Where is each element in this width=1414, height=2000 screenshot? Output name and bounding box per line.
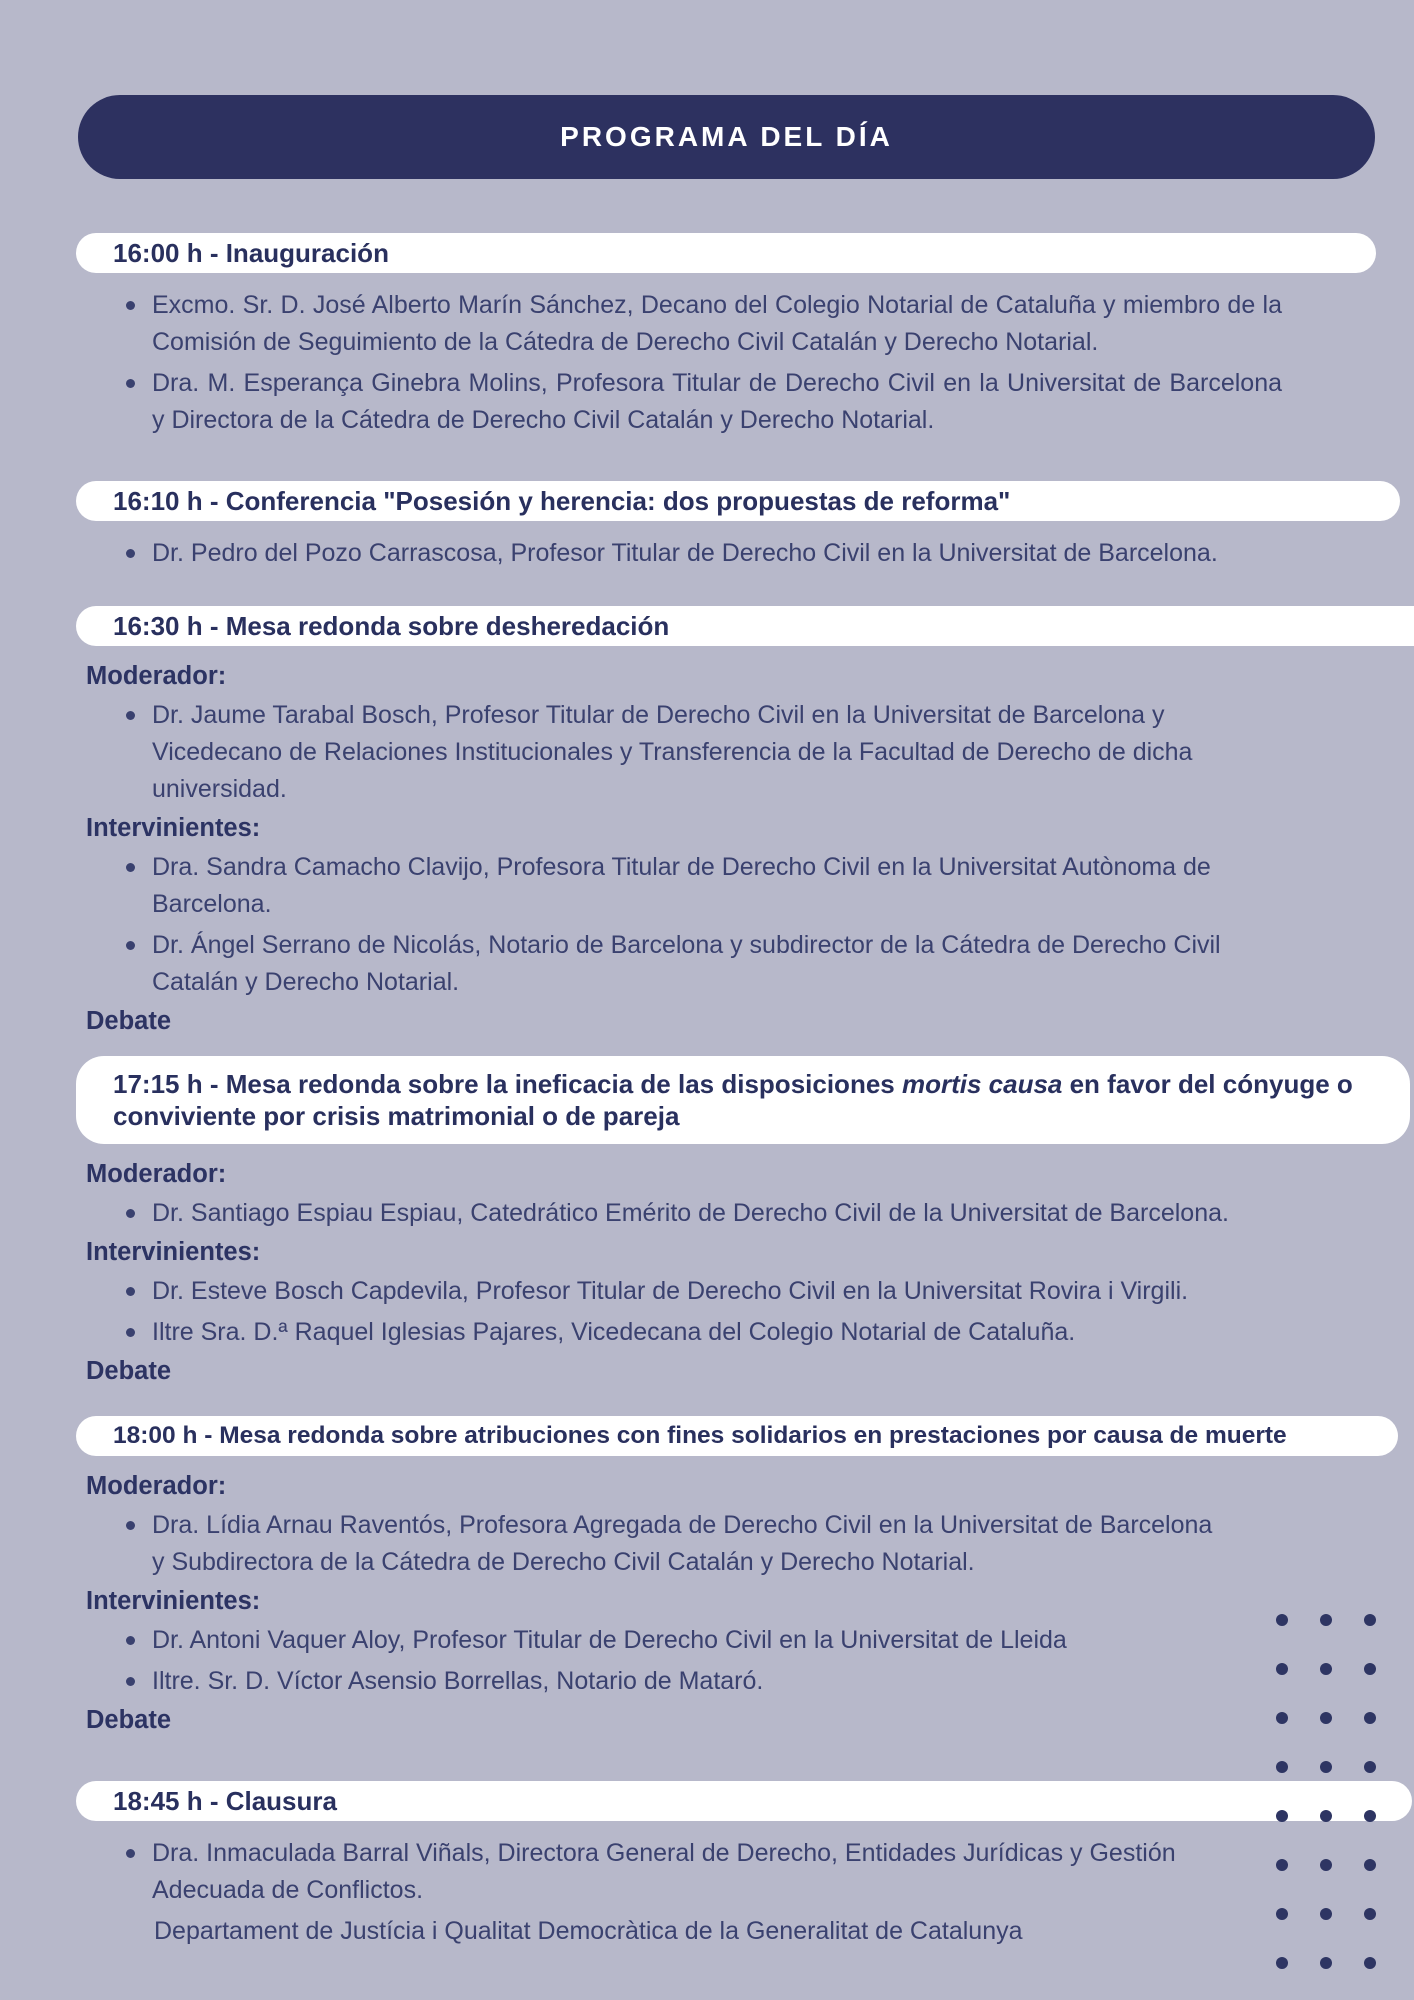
list-item: Dra. Sandra Camacho Clavijo, Profesora Titular de Derecho Civil en la Universitat Autònoma de Barcelona.	[112, 849, 1282, 923]
speakers-label: Intervinientes:	[86, 814, 261, 842]
session-1610-list	[0, 535, 1414, 572]
session-header-1610	[76, 481, 1400, 521]
session-1715-speakers-list	[0, 1273, 1414, 1351]
dot	[1364, 1957, 1376, 1969]
list-item: Dra. Lídia Arnau Raventós, Profesora Agregada de Derecho Civil en la Universitat de Barcelona y Subdirectora de la Cátedra de Derecho Civil Catalán y Derecho Notarial.	[112, 1507, 1222, 1581]
moderator-label: Moderador:	[86, 662, 227, 690]
list-item: Dr. Jaume Tarabal Bosch, Profesor Titular de Derecho Civil en la Universitat de Barcelona y Vicedecano de Relaciones Institucionales y Transferencia de la Facultad de Derecho de dicha universidad.	[112, 697, 1282, 808]
speakers-label: Intervinientes:	[86, 1238, 261, 1266]
speakers-label: Intervinientes:	[86, 1587, 261, 1615]
list-item: Iltre Sra. D.ª Raquel Iglesias Pajares, Vicedecana del Colegio Notarial de Cataluña.	[112, 1314, 1402, 1351]
list-item: Dr. Santiago Espiau Espiau, Catedrático Emérito de Derecho Civil de la Universitat de Barcelona.	[112, 1195, 1402, 1232]
session-1800-speakers-list	[0, 1622, 1414, 1700]
session-1630-speakers-list	[0, 849, 1414, 1001]
session-title-1715-post: en favor del cónyuge o conviviente por crisis matrimonial o de pareja	[113, 1068, 1353, 1131]
session-header-1800	[76, 1416, 1398, 1456]
list-item: Iltre. Sr. D. Víctor Asensio Borrellas, Notario de Mataró.	[112, 1663, 1402, 1700]
session-header-1600	[76, 233, 1376, 273]
list-item: Dr. Ángel Serrano de Nicolás, Notario de Barcelona y subdirector de la Cátedra de Derecho Civil Catalán y Derecho Notarial.	[112, 927, 1282, 1001]
session-1715-moderator-list	[0, 1195, 1414, 1232]
session-1630-moderator-list	[0, 697, 1414, 808]
session-1600-list	[0, 287, 1414, 439]
dot	[1276, 1957, 1288, 1969]
session-title-1715	[113, 1068, 1370, 1133]
list-item: Dr. Esteve Bosch Capdevila, Profesor Titular de Derecho Civil en la Universitat Rovira i Virgili.	[112, 1273, 1402, 1310]
session-title-1715-pre: 17:15 h - Mesa redonda sobre la ineficacia de las disposiciones	[113, 1068, 902, 1099]
session-title-1600: 16:00 h - Inauguración	[113, 237, 389, 268]
session-header-1630	[76, 606, 1414, 646]
session-header-1845	[76, 1781, 1412, 1821]
session-title-1630: 16:30 h - Mesa redonda sobre desheredación	[113, 610, 670, 641]
debate-label: Debate	[86, 1706, 172, 1734]
list-item: Dr. Pedro del Pozo Carrascosa, Profesor Titular de Derecho Civil en la Universitat de Barcelona.	[112, 535, 1402, 572]
debate-label: Debate	[86, 1007, 172, 1035]
page-title: PROGRAMA DEL DÍA	[560, 121, 893, 152]
session-1845-list	[0, 1835, 1414, 1950]
list-item: Dr. Antoni Vaquer Aloy, Profesor Titular de Derecho Civil en la Universitat de Lleida	[112, 1622, 1402, 1659]
moderator-label: Moderador:	[86, 1160, 227, 1188]
page-title-banner	[78, 95, 1375, 179]
debate-label: Debate	[86, 1357, 172, 1385]
session-header-1715	[76, 1056, 1410, 1144]
list-item: Dra. M. Esperança Ginebra Molins, Profesora Titular de Derecho Civil en la Universitat de Barcelona y Directora de la Cátedra de Derecho Civil Catalán y Derecho Notarial.	[112, 365, 1282, 439]
session-title-1845: 18:45 h - Clausura	[113, 1785, 337, 1816]
session-title-1715-italic: mortis causa	[901, 1068, 1063, 1099]
list-item: Excmo. Sr. D. José Alberto Marín Sánchez, Decano del Colegio Notarial de Cataluña y miembro de la Comisión de Seguimiento de la Cátedra de Derecho Civil Catalán y Derecho Notarial.	[112, 287, 1282, 361]
session-title-1610: 16:10 h - Conferencia "Posesión y herencia: dos propuestas de reforma"	[113, 485, 1011, 516]
dot	[1320, 1957, 1332, 1969]
session-1800-moderator-list	[0, 1507, 1414, 1581]
moderator-label: Moderador:	[86, 1472, 227, 1500]
session-title-1800: 18:00 h - Mesa redonda sobre atribuciones con fines solidarios en prestaciones por causa de muerte	[113, 1421, 1287, 1449]
list-item: Dra. Inmaculada Barral Viñals, Directora General de Derecho, Entidades Jurídicas y Gestión Adecuada de Conflictos.	[112, 1835, 1282, 1909]
list-item-note: Departament de Justícia i Qualitat Democràtica de la Generalitat de Catalunya	[154, 1917, 1023, 1945]
